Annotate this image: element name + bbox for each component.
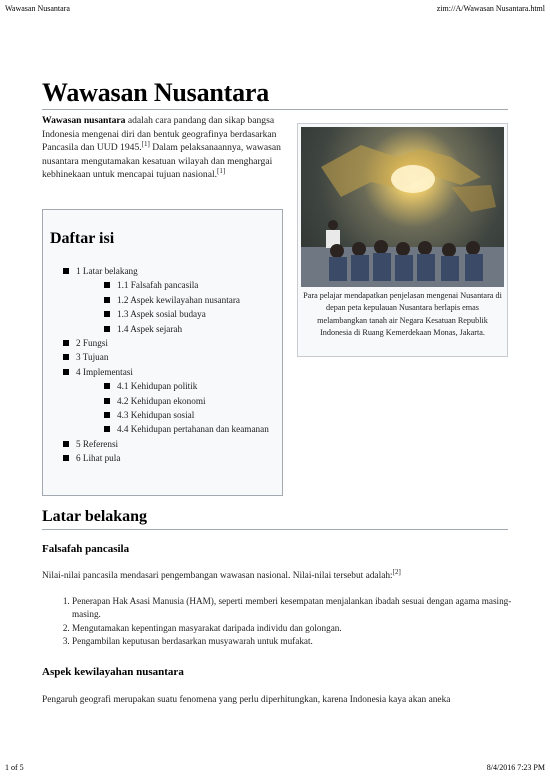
title-divider	[42, 109, 508, 110]
list-item: 2. Mengutamakan kepentingan masyarakat daripada individu dan golongan.	[72, 622, 542, 635]
print-header-url: zim://A/Wawasan Nusantara.html	[436, 4, 545, 13]
citation-link[interactable]: [2]	[392, 567, 401, 576]
toc-list	[63, 264, 278, 466]
table-of-contents	[42, 209, 283, 496]
thumbnail-figure	[297, 123, 508, 357]
toc-subitem[interactable]: 4.2 Kehidupan ekonomi	[104, 394, 278, 408]
toc-item[interactable]: 4 Implementasi 4.1 Kehidupan politik 4.2 Kehidupan ekonomi 4.3 Kehidupan sosial 4.4 Kehidupan pertahanan dan keamanan	[63, 365, 278, 437]
toc-subitem[interactable]: 1.3 Aspek sosial budaya	[104, 307, 278, 321]
section-paragraph: Pengaruh geografi merupakan suatu fenomena yang perlu diperhitungkan, karena Indonesia kaya akan aneka	[42, 695, 451, 705]
subsection-heading: Aspek kewilayahan nusantara	[42, 666, 184, 678]
citation-link[interactable]: [1]	[217, 167, 226, 176]
ordered-list	[42, 595, 542, 649]
toc-item[interactable]: 2 Fungsi	[63, 336, 278, 350]
page-title: Wawasan Nusantara	[42, 78, 270, 107]
toc-subitem[interactable]: 4.4 Kehidupan pertahanan dan keamanan	[104, 422, 278, 436]
intro-bold-term: Wawasan nusantara	[42, 115, 126, 126]
toc-item[interactable]: 3 Tujuan	[63, 350, 278, 364]
toc-subitem[interactable]: 1.4 Aspek sejarah	[104, 322, 278, 336]
subsection-heading: Falsafah pancasila	[42, 543, 130, 555]
section-heading: Latar belakang	[42, 508, 148, 525]
intro-text-2: Dalam pelaksanaannya, wawasan nusantara mengutamakan kesatuan wilayah dan menghargai kebhinekaan untuk mencapai tujuan nasional.	[42, 142, 281, 181]
toc-item[interactable]: 6 Lihat pula	[63, 451, 278, 465]
figure-caption: Para pelajar mendapatkan penjelasan mengenai Nusantara di depan peta kepulauan Nusantara berlapis emas melambangkan tanah air Negara Kesatuan Republik Indonesia di Ruang Kemerdekaan Monas, Jakarta.	[303, 291, 502, 338]
print-footer-page: 1 of 5	[5, 763, 24, 772]
toc-subitem[interactable]: 4.1 Kehidupan politik	[104, 379, 278, 393]
toc-title: Daftar isi	[50, 230, 115, 247]
print-header-title: Wawasan Nusantara	[5, 4, 70, 13]
citation-link[interactable]: [1]	[141, 140, 150, 148]
intro-paragraph	[42, 114, 290, 182]
figure-photo[interactable]	[301, 127, 504, 287]
photo-illustration	[301, 127, 504, 287]
toc-item[interactable]: 1 Latar belakang 1.1 Falsafah pancasila 1.2 Aspek kewilayahan nusantara 1.3 Aspek sosial budaya 1.4 Aspek sejarah	[63, 264, 278, 336]
section-paragraph: Nilai-nilai pancasila mendasari pengembangan wawasan nasional. Nilai-nilai tersebut adalah:[2]	[42, 567, 401, 581]
intro-text-1: adalah cara pandang dan sikap bangsa Indonesia mengenai diri dan bentuk geografinya berdasarkan Pancasila dan UUD 1945.	[42, 115, 277, 154]
toc-subitem[interactable]: 1.1 Falsafah pancasila	[104, 278, 278, 292]
section-divider	[42, 529, 508, 530]
list-item: 1. Penerapan Hak Asasi Manusia (HAM), seperti memberi kesempatan menjalankan ibadah sesuai dengan agama masing- masing.	[72, 595, 542, 622]
toc-subitem[interactable]: 1.2 Aspek kewilayahan nusantara	[104, 293, 278, 307]
toc-item[interactable]: 5 Referensi	[63, 437, 278, 451]
print-footer-date: 8/4/2016 7:23 PM	[486, 763, 545, 772]
list-item: 3. Pengambilan keputusan berdasarkan musyawarah untuk mufakat.	[72, 635, 542, 648]
toc-subitem[interactable]: 4.3 Kehidupan sosial	[104, 408, 278, 422]
